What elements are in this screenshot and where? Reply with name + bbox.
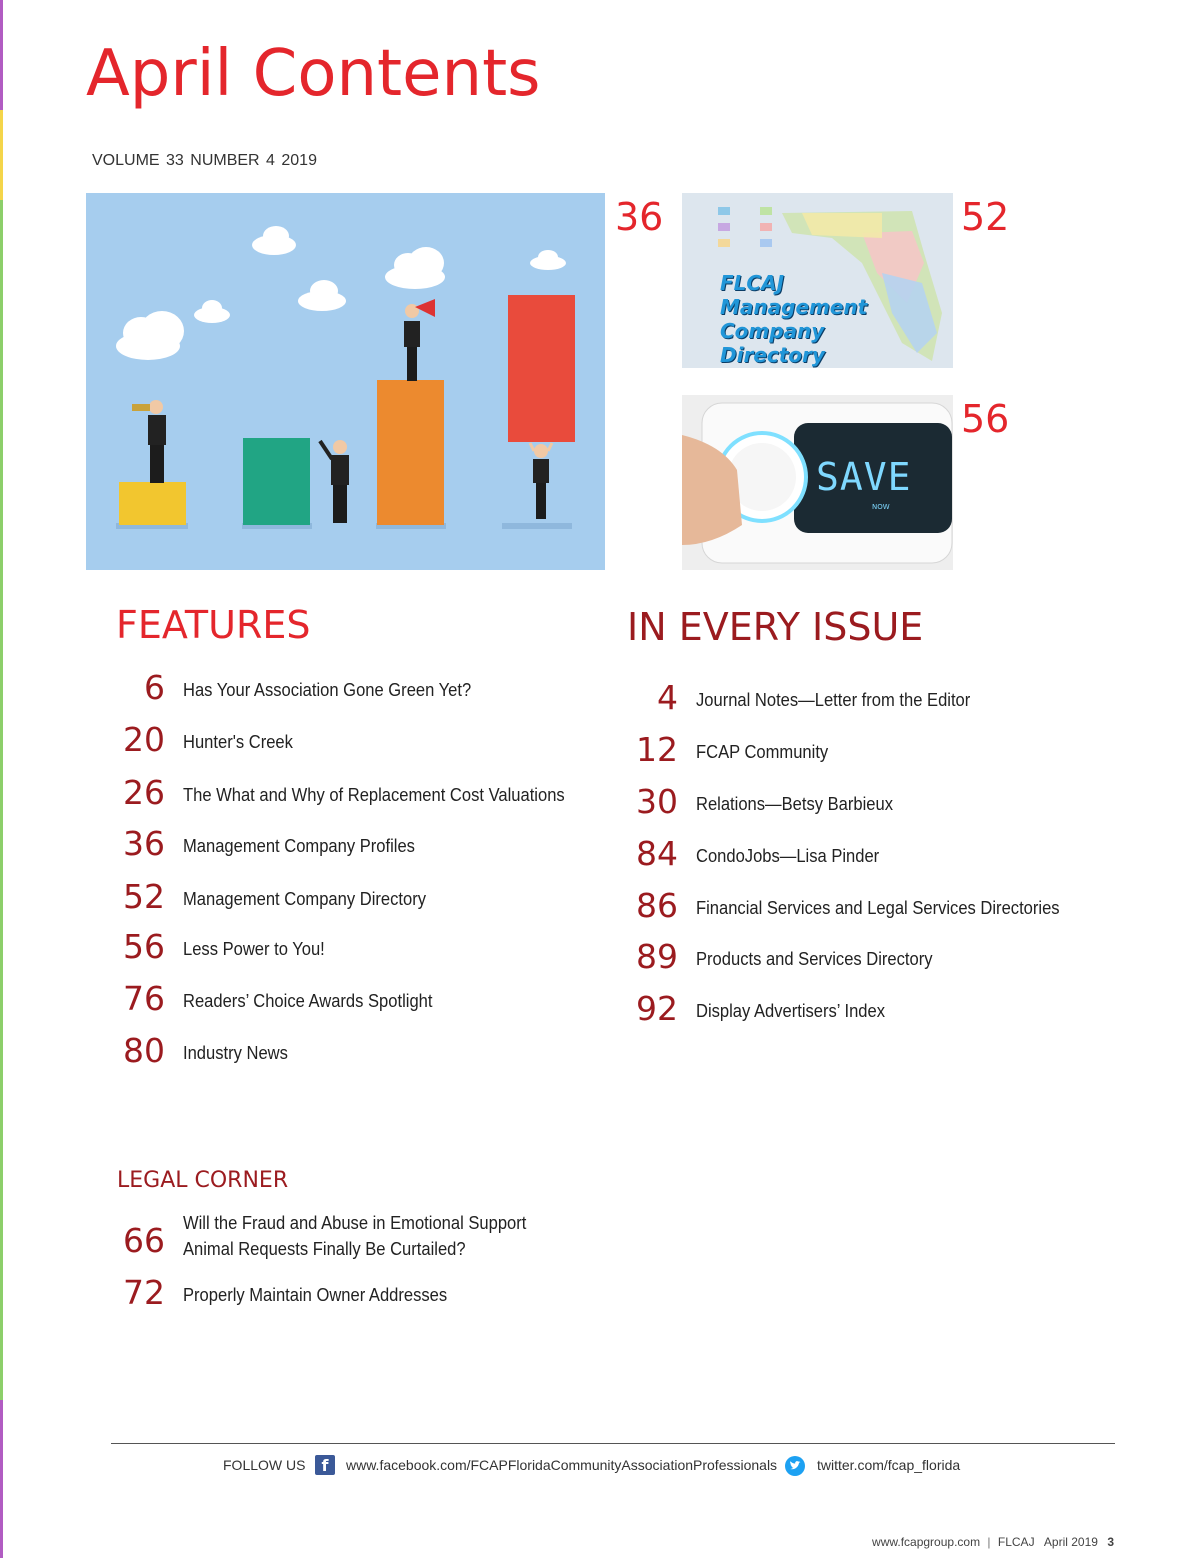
facebook-link[interactable]: www.facebook.com/FCAPFloridaCommunityAssociationProfessionals	[346, 1457, 778, 1473]
feature-title: Management Company Profiles	[183, 836, 415, 856]
feature-page-number: 36	[123, 824, 165, 863]
directory-logo-line-2: Management	[720, 295, 868, 319]
volume-line: VOLUME 33 NUMBER 4 2019	[92, 152, 317, 169]
feature-title: Readers’ Choice Awards Spotlight	[183, 991, 433, 1011]
twitter-icon[interactable]	[785, 1456, 805, 1476]
every-issue-heading: IN EVERY ISSUE	[627, 605, 924, 649]
page-title: April Contents	[86, 37, 541, 111]
legal-title-line-2: Animal Requests Finally Be Curtailed?	[183, 1239, 466, 1259]
edge-strip-yellow	[0, 110, 3, 200]
features-heading: FEATURES	[116, 603, 311, 647]
legal-title-line-1: Will the Fraud and Abuse in Emotional Support	[183, 1213, 527, 1233]
follow-us-label: FOLLOW US	[223, 1457, 306, 1473]
footer-site: www.fcapgroup.com	[872, 1535, 981, 1549]
page-ref-56: 56	[961, 397, 1010, 441]
issue-title: Journal Notes—Letter from the Editor	[696, 690, 971, 710]
issue-title: Relations—Betsy Barbieux	[696, 794, 893, 814]
feature-title: Has Your Association Gone Green Yet?	[183, 680, 472, 700]
growth-illustration-svg	[86, 193, 605, 570]
feature-page-number: 56	[123, 927, 165, 966]
thermostat-display-text: SAVE	[816, 455, 912, 499]
footer-separator: |	[987, 1535, 991, 1549]
twitter-link[interactable]: twitter.com/fcap_florida	[817, 1457, 961, 1473]
edge-strip-purple	[0, 0, 3, 110]
twitter-bird-svg	[785, 1456, 805, 1476]
edge-strip-green	[0, 200, 3, 1400]
footer-issue: April 2019	[1043, 1535, 1098, 1549]
feature-page-number: 26	[123, 773, 165, 812]
directory-logo-text	[720, 271, 867, 367]
feature-page-number: 80	[123, 1031, 165, 1070]
legal-corner-heading: LEGAL CORNER	[117, 1168, 289, 1193]
issue-page-number: 84	[636, 834, 678, 873]
issue-title: CondoJobs—Lisa Pinder	[696, 846, 880, 866]
legal-page-number: 72	[123, 1273, 165, 1312]
growth-illustration	[86, 193, 605, 570]
directory-logo-line-4: Directory	[720, 343, 825, 367]
feature-page-number: 76	[123, 979, 165, 1018]
feature-page-number: 6	[144, 668, 165, 707]
issue-page-number: 89	[636, 937, 678, 976]
issue-page-number: 92	[636, 989, 678, 1028]
thermostat-small-text: NOW	[872, 503, 890, 511]
issue-page-number: 4	[657, 678, 678, 717]
issue-title: Products and Services Directory	[696, 949, 933, 969]
issue-title: FCAP Community	[696, 742, 829, 762]
feature-title: Industry News	[183, 1043, 288, 1063]
feature-page-number: 20	[123, 720, 165, 759]
page-ref-52: 52	[961, 195, 1010, 239]
legal-title: Properly Maintain Owner Addresses	[183, 1285, 448, 1305]
edge-strip-purple-bottom	[0, 1400, 3, 1558]
issue-title: Display Advertisers’ Index	[696, 1001, 885, 1021]
page-footer-info	[872, 1535, 1114, 1549]
issue-page-number: 30	[636, 782, 678, 821]
legal-page-number: 66	[123, 1221, 165, 1260]
issue-page-number: 86	[636, 886, 678, 925]
footer-divider	[111, 1443, 1115, 1444]
thermostat-image	[682, 395, 953, 570]
feature-title: The What and Why of Replacement Cost Valuations	[183, 785, 565, 805]
footer-journal: FLCAJ	[997, 1535, 1035, 1549]
directory-logo-line-1: FLCAJ	[720, 271, 785, 295]
issue-title: Financial Services and Legal Services Directories	[696, 898, 1060, 918]
feature-title: Less Power to You!	[183, 939, 325, 959]
facebook-icon[interactable]: f	[315, 1455, 335, 1475]
page-ref-36: 36	[615, 195, 664, 239]
feature-title: Management Company Directory	[183, 889, 426, 909]
footer-page-number: 3	[1107, 1535, 1114, 1549]
directory-map-image	[682, 193, 953, 368]
issue-page-number: 12	[636, 730, 678, 769]
feature-page-number: 52	[123, 877, 165, 916]
feature-title: Hunter's Creek	[183, 732, 293, 752]
directory-logo-line-3: Company	[720, 319, 825, 343]
